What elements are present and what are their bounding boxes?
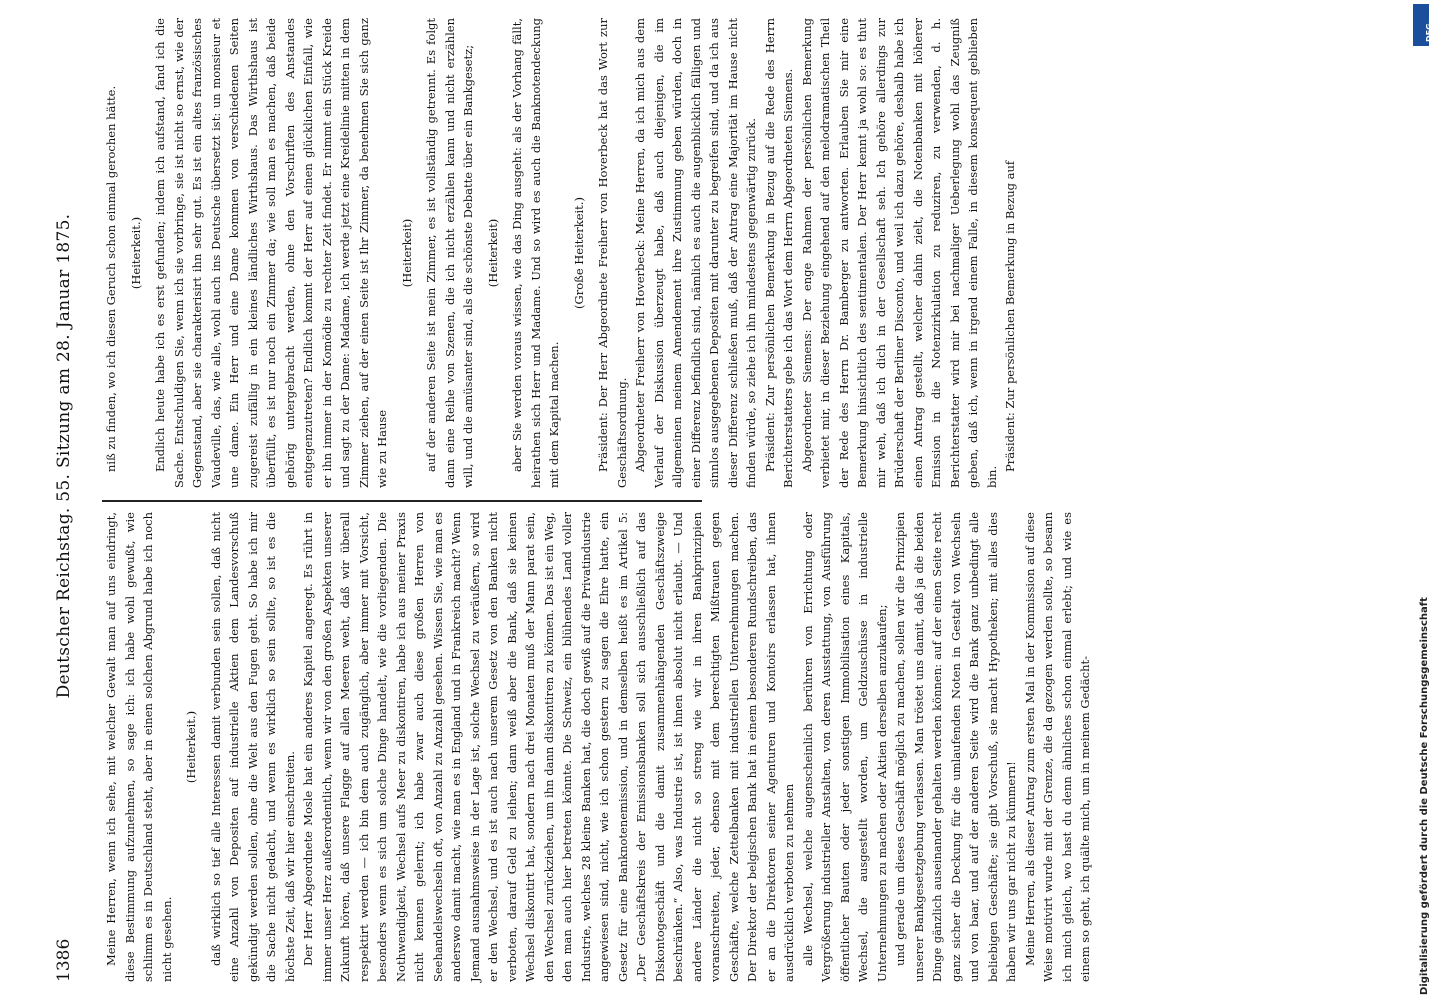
interjection: (Heiterkeit.) bbox=[184, 710, 198, 784]
paragraph: Meine Herren, als dieser Antrag zum ersten Mal in der Kommission auf diese Weise motivirt wurde mit der Grenze, die da gezogen werden sollte, so besann ich mich gleich, wo hast du denn ähnliches schon einmal erlebt; und wie es einem so geht, ich quälte mich, um in meinem Gedächt- bbox=[1022, 512, 1092, 982]
left-column bbox=[102, 512, 1092, 982]
interjection: (Heiterkeit.) bbox=[128, 216, 143, 290]
paragraph: Präsident: Zur persönlichen Bemerkung in Bezug auf die Rede des Herrn Berichterstatters gebe ich das Wort dem Herrn Abgeordneten Siemens. bbox=[762, 18, 795, 488]
paragraph: Präsident: Zur persönlichen Bemerkung in Bezug auf bbox=[1003, 160, 1017, 472]
running-head: Deutscher Reichstag. 55. Sitzung am 28. Januar 1875. bbox=[54, 213, 74, 699]
interjection: (Große Heiterkeit.) bbox=[571, 197, 586, 309]
paragraph: Meine Herren, wenn ich sehe, mit welcher Gewalt man auf uns eindringt, diese Bestimmung aufzunehmen, so sage ich: ich habe wohl gewußt, wie schlimm es in Deutschland steht, aber in einen solchen Abgrund habe ich noch nicht gesehen. bbox=[104, 512, 174, 982]
paragraph: daß wirklich so tief alle Interessen damit verbunden sein sollen, daß nicht eine Anzahl von Depositen auf industrielle Aktien dem Landesvorschuß gekündigt werden sollen, ohne die Welt aus den Fugen geht. So habe ich mir die Sache nicht gedacht, und wenn es wirklich so sein sollte, so ist es die höchste Zeit, daß wir hier einschreiten. bbox=[208, 512, 297, 982]
paragraph: Der Herr Abgeordnete Mosle hat ein anderes Kapitel angeregt. Es rührt in immer unser Herz außerordentlich, wenn wir von den großen Aspekten unserer Zukunft hören, daß unsere Flagge auf allen Meeren weht, daß wir überall respektirt werden — ich bin dem auch zugänglich, aber immer mit Vorsicht, besonders wenn es sich um solche Dinge handelt, wie die vorliegenden. Die Nothwendigkeit, Wechsel aufs Meer zu diskontiren, habe ich aus meiner Praxis nicht kennen gelernt; ich habe zwar auch diese großen Herren von Seehandelswechseln oft, von Anzahl zu Anzahl gesehen. Wissen Sie, wie man es anderswo damit macht, wie man es in England und in Frankreich macht? Wenn Jemand ausnahmsweise in der Lage ist, solche Wechsel zu veräußern, so wird er den Wechsel, und es ist auch nach unserem Gesetz von den Banken nicht verboten, darauf Geld zu leihen; dann weiß aber die Bank, daß sie keinen Wechsel diskontirt hat, sondern nach drei Monaten muß der Mann parat sein, den Wechsel zurückziehen, um ihn dann diskontiren zu können. Das ist ein Weg, den man auch hier betreten könnte. Die Schweiz, ein blühendes Land voller Industrie, welches 28 kleine Banken hat, die doch gewiß auf die Privatindustrie angewiesen sind, nicht, wie ich schon gestern zu sagen die Ehre hatte, ein Gesetz für eine Banknotenemission, und in demselben heißt es im Artikel 5: „Der Geschäftskreis der Emissionsbanken soll sich ausschließlich auf das Diskontogeschäft und die damit zusammenhängenden Geschäftszweige beschränken.“ Also, was Industrie ist, ist ihnen absolut nicht erlaubt. — Und andere Länder die nicht so streng wie wir in ihren Bankprinzipien voranschreiten, jeder, ebenso mit dem berechtigten Mißtrauen gegen Geschäfte, welche Zettelbanken mit industriellen Unternehmungen machen. Der Direktor der belgischen Bank hat in einem besonderen Rundschreiben, das er an die Direktoren seiner Agenturen und Kontoirs erlassen hat, ihnen ausdrücklich verboten zu nehmen bbox=[301, 512, 796, 982]
scanned-page bbox=[40, 0, 1380, 1000]
quoted-paragraph: alle Wechsel, welche augenscheinlich berühren von Errichtung oder Vergrößerung industrieller Anstalten, von deren Ausstattung, von Ausführung öffentlicher Bauten oder jeder sonstigen Immobilisation eines Kapitals, Wechsel, die ausgestellt worden, um Geldzuschüsse in industrielle Unternehmungen zu machen oder Aktien derselben anzukaufen; bbox=[800, 512, 889, 982]
right-column bbox=[102, 18, 1017, 488]
dfg-logo bbox=[1413, 4, 1434, 46]
credit-text: Digitalisierung gefördert durch die Deutsche Forschungsgemeinschaft bbox=[1419, 597, 1430, 995]
paragraph: Abgeordneter Freiherr von Hoverbeck: Meine Herren, da ich mich aus dem Verlauf der Diskussion überzeugt habe, daß auch diejenigen, die im allgemeinen meinem Amendement ihre Zustimmung geben würden, doch in einer Differenz befindlich sind, nämlich es auch die augenblicklich fälligen und sinnlos ausgegebenen Depositen mit darunter zu begreifen sind, und da ich aus dieser Differenz schließen muß, daß der Antrag eine Majorität im Hause nicht finden würde, so ziehe ich ihn mindestens gegenwärtig zurück. bbox=[633, 18, 758, 488]
column-divider bbox=[102, 500, 702, 502]
paragraph: Endlich heute habe ich es erst gefunden; indem ich aufstand, fand ich die Sache. Entschuldigen Sie, wenn ich sie vorbringe, sie ist nicht so ernst, wie der Gegenstand, aber sie charakterisirt ihn sehr gut. Es ist ein altes französisches Vaudeville, das, wie alle, wohl auch ins Deutsche übersetzt ist: un monsieur et une dame. Ein Herr und eine Dame kommen von verschiedenen Seiten zugereist zufällig in ein kleines ländliches Wirthshaus. Das Wirthshaus ist überfüllt, es ist nur noch ein Zimmer da; wie soll man es machen, daß beide gehörig untergebracht werden, ohne den Vorschriften des Anstandes entgegenzutreten? Endlich kommt der Herr auf einen glücklichen Einfall, wie er ihn immer in der Komödie zu rechter Zeit findet. Er nimmt ein Stück Kreide und sagt zu der Dame: Madame, ich werde jetzt eine Kreidelinie mitten in dem Zimmer ziehen, auf der einen Seite ist Ihr Zimmer, da benehmen Sie sich ganz wie zu Hause bbox=[153, 18, 389, 488]
paragraph: niß zu finden, wo ich diesen Geruch schon einmal gerochen hätte. bbox=[104, 85, 118, 472]
interjection: (Heiterkeit) bbox=[399, 218, 414, 288]
rotated-page-content bbox=[40, 0, 1380, 1000]
interjection: (Heiterkeit) bbox=[485, 218, 500, 288]
paragraph: Präsident: Der Herr Abgeordnete Freiherr von Hoverbeck hat das Wort zur Geschäftsordnung. bbox=[596, 18, 629, 488]
paragraph: und gerade um dieses Geschäft möglich zu machen, sollen wir die Prinzipien unserer Bankgesetzgebung verlassen. Man tröstet uns damit, daß ja die beiden Dinge gänzlich auseinander gehalten werden können: auf der einen Seite recht ganz sicher die Deckung für die umlaufenden Noten in Gestalt von Wechseln und von baar, und auf der anderen Seite wird die Bank ganz unbedingt alle beliebigen Geschäfte; sie gibt Vorschuß, sie macht Hypotheken; mit alles dies haben wir uns gar nicht zu kümmern! bbox=[893, 512, 1018, 982]
paragraph: auf der anderen Seite ist mein Zimmer, es ist vollständig getrennt. Es folgt dann eine Reihe von Szenen, die ich nicht erzählen kann und nicht erzählen will, und die amüsanter sind, als die schönste Debatte über ein Bankgesetz; bbox=[424, 18, 475, 488]
digitization-credit bbox=[1395, 0, 1432, 1000]
page-header bbox=[40, 0, 88, 1000]
paragraph: Abgeordneter Siemens: Der enge Rahmen der persönlichen Bemerkung verbietet mir, in dieser Beziehung eingehend auf den melodramatischen Theil der Rede des Herrn Dr. Bamberger zu antworten. Erlauben Sie mir eine Bemerkung hinsichtlich des sentimentalen. Der Herr kennt ja wohl so: es thut mir weh, daß ich dich in der Gesellschaft seh. Ich gehöre allerdings zur Brüderschaft der Berliner Disconto, und weil ich dazu gehöre, deshalb habe ich einen Antrag gestellt, welcher dahin zielt, die Notenbanken mit höherer Emission in die Notenzirkulation zu reduziren, zu verwenden, d. h. Berichterstatter wird mir bei nachmaliger Ueberlegung wohl das Zeugniß geben, daß ich, wenn in irgend einem Falle, in diesem konsequent geblieben bin. bbox=[799, 18, 999, 488]
page-number: 1386 bbox=[54, 938, 74, 982]
dfg-logo-text: DFG bbox=[1425, 23, 1434, 42]
paragraph: aber Sie werden voraus wissen, wie das Ding ausgeht: als der Vorhang fällt, heirathen sich Herr und Madame. Und so wird es auch die Banknotendeckung mit dem Kapital machen. bbox=[510, 18, 561, 488]
